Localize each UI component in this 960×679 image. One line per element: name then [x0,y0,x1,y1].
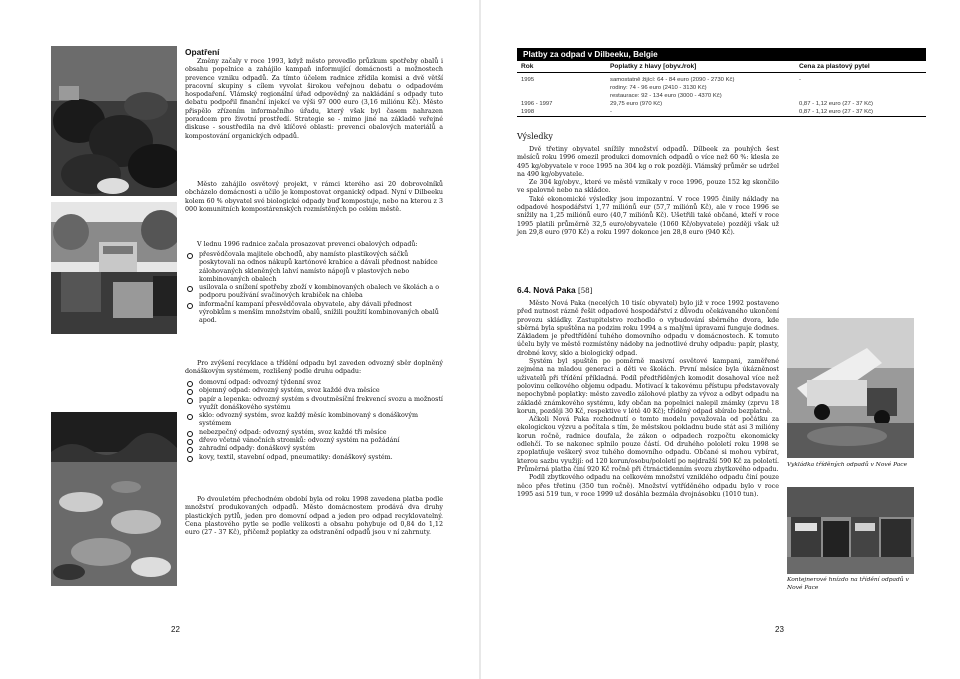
list-item: zahradní odpady: donáškový systém [185,445,443,453]
header-bag: Cena za plastový pytel [799,63,870,70]
table-row [517,108,926,117]
cell-fee: - [610,109,612,115]
list-item: sklo: odvozný systém, svoz každý měsíc kombinovaný s donáškovým systémem [185,412,443,429]
table-row [517,100,926,108]
nova-paka-paragraph: Město Nová Paka (necelých 10 tisíc obyvatel) bylo již v roce 1992 postaveno před nutnost rázně řešit odpadové hospodářství z důvodu očekávaného ukončení provozu skládky. Zastupitelstvo rozhodlo o vybudování sběrného dvora, kde sběrná byla spuštěna na podzim roku 1994 a s malými úpravami funguje dodnes. Základem je předtřídění tuhého domovního odpadu v domácnostech. K tomuto účelu byly ve městě rozmístěny nádoby na jednotlivé druhy odpadu: papír, plasty, drobné kovy, sklo a biologický odpad. [517,300,779,357]
cell-year: 1996 - 1997 [521,101,553,107]
prevention-intro-text: V lednu 1996 radnice začala prosazovat prevenci obalových odpadů: [197,241,418,248]
photo-trash-bags [51,46,177,196]
cell-bag: 0,87 - 1,12 euro (27 - 37 Kč) [799,109,874,115]
results-text [517,146,779,237]
list-item: kovy, textil, stavební odpad, pneumatiky: donáškový systém. [185,454,443,462]
photo-landfill [51,412,177,586]
list-item: přesvědčovala majitele obchodů, aby namísto plastikových sáčků poskytovali na odnos nákupů kartónové krabice a dávali přednost nabídce zálohovaných skleněných lahví namísto nápojů v plastových nebo kombinovaných obalech [185,251,443,284]
nova-paka-paragraph: Ačkoli Nová Paka rozhodnutí o tomto modelu považovala od počátku za ekologickou výzvu a počítala s tím, že městskou pokladnu bude stát asi 3 milióny korun ročně, radnice doufala, že zákon o odpadech rozpočtu ekonomicky odlehčí. To se nakonec splnilo pouze částí. Od druhého pololetí roku 1998 se zpoplatňuje veškerý svoz tuhého domovního odpadu. Občané si mohou vybírat, kterou sazbu využijí: od 120 korun/osobu/pololetí po nejdražší 590 Kč za pololetí. Průměrná platba činí 920 Kč ročně při čtrnáctidenním svozu zbytkového odpadu. [517,416,779,473]
results-paragraph: Dvě třetiny obyvatel snížily množství odpadů. Dílbeek za pouhých šest měsíců roku 1996 omezil produkci domovních odpadů o více než 60 %: klesla ze 495 kg/obyvatele v roce 1995 na 304 kg o rok později. Vlámský průměr se udržel na 490 kg/obyvatele. [517,146,779,178]
intro-paragraph [185,58,443,141]
page-number-right: 23 [775,625,784,634]
results-paragraph: Ze 304 kg/obyv., které ve městě vznikaly v roce 1996, pouze 152 kg skončilo ve spalovně nebo na skládce. [517,179,779,195]
nova-paka-title: 6.4. Nová Paka [517,285,576,295]
table-title: Platby za odpad v Dilbeeku, Belgie [517,48,926,61]
intro-text: Změny začaly v roce 1993, když město provedlo průzkum spotřeby obalů i obsahu popelnice a zahájilo kampaň informující domácnosti a možnostech prevence vzniku odpadů. Za tímto účelem radnice zřídila komisi a dvě větší pracovní skupiny s cílem vyvolat širokou veřejnou debatu o odpadovém hospodaření. Vlámský regionální úřad odpovědný za nakládání s odpady tuto debatu podpořil finanční injekcí ve výši 97 000 euro (3,16 miliónu Kč). Město přispělo zřízením informačního úřadu, který však byl časem nahrazen poradcem pro životní prostředí. Strategie se - mimo jiné na základě veřejné diskuse - soustředila na dvě klíčové oblasti: prevenci obalových materiálů a kompostování organických odpadů. [185,58,443,140]
caption-unloading: Vykládka tříděných odpadů v Nové Pace [787,462,908,468]
nova-paka-paragraph: Systém byl spuštěn po poměrně masivní osvětové kampani, zaměřené zejména na mladou generaci a děti ve školách. První měsíce byla úkázněnost uživatelů při třídění příkladná. Podíl předtříděných komodit dosahoval více než polovinu celkového objemu odpadu. Motivací k takovému přístupu představovaly nepochybně poplatky: město zavedlo zálohové platby za vývoz a odbyt odpadu na základě známkového systému, kdy občan na popelnici nalepil známky (zprvu 18 korun, později 30 Kč, respektive v létě 40 Kč); tříděný odpad sbíralo bezplatně. [517,358,779,415]
list-item: informační kampaní přesvědčovala obyvatele, aby dávali přednost výrobkům s menším množstvím obalů, snížili použití kombinovaných obalů apod. [185,301,443,326]
table-row [517,84,926,92]
table-row [517,76,926,84]
cell-year [517,84,610,92]
compost-text: Město zahájilo osvětový projekt, v rámci kterého asi 20 dobrovolníků obcházelo domácnosti a učilo je kompostovat organický odpad. Nyní v Dilbeeku kolem 60 % obyvatel své biologické odpady buď kompostuje, nebo na kterou z 3 000 komunitních kompostárenských rozmístěných po celém městě. [185,181,443,213]
photo-container-nest [787,487,914,574]
cell-fee: restaurace: 92 - 134 euro (3000 - 4370 Kč) [610,93,722,99]
cell-bag [799,92,926,100]
prevention-intro [185,241,443,249]
payment-paragraph [185,496,443,537]
cell-fee: rodiny: 74 - 96 euro (2410 - 3130 Kč) [610,85,707,91]
nova-paka-ref: [58] [578,287,593,295]
photo-containers [51,202,177,334]
collection-list [185,379,443,462]
results-paragraph: Také ekonomické výsledky jsou impozantní. V roce 1995 činily náklady na odpadové hospodářství 1,77 miliónů eur (57,7 miliónů Kč), ale v roce 1996 se snížily na 1,25 miliónů euro (40,7 miliónů Kč). Ušetřili také občané, kteří v roce 1995 platili průměrně 32,5 euro/obyvatele (1060 Kč/obyvatele) později však už jen 29,8 euro (970 Kč) a roku 1997 dokonce jen 28,8 euro (940 Kč). [517,195,779,236]
page-number-left: 22 [171,625,180,634]
list-item: objemný odpad: odvozný systém, svoz každé dva měsíce [185,387,443,395]
nova-paka-paragraph: Podíl zbytkového odpadu na celkovém množství vzniklého odpadu činí pouze něco přes třetinu (350 tun ročně). Množství vytříděného odpadu bylo v roce 1995 asi 519 tun, v roce 1999 už dosáhla bezmála dvojnásobku (1010 tun). [517,474,779,498]
list-item: nebezpečný odpad: odvozný systém, svoz každé tři měsíce [185,429,443,437]
collection-intro-text: Pro zvýšení recyklace a třídění odpadu byl zaveden odvozný sběr doplněný donáškovým systémem, rozlišený podle druhu odpadu: [185,360,443,376]
list-item: usilovala o snížení spotřeby zboží v kombinovaných obalech ve školách a o podporu používání svačinových krabiček na chleba [185,284,443,301]
caption-container-nest: Kontejnerové hnízdo na třídění odpadů v Nové Pace [787,577,909,591]
header-year: Rok [521,63,534,70]
right-page [481,0,960,679]
header-fee: Poplatky z hlavy [obyv./rok] [610,63,697,70]
list-item: papír a lepenka: odvozný systém s dvoutměsíční frekvencí svozu a možností využít donáškového systému [185,396,443,413]
list-item: domovní odpad: odvozný týdenní svoz [185,379,443,387]
payment-text: Po dvouletém přechodném období byla od roku 1998 zavedena platba podle množství produkovaných odpadů. Město domácnostem prodává dva druhy plastických pytlů, jeden pro domovní odpad a jeden pro odpad recyklovatelný. Cena plastového pytle se podle velikosti a obsahu pohybuje od 0,84 do 1,12 euro (27 - 37 Kč), přičemž poplatky za odstranění odpadů jsou v ní zahrnuty. [185,496,443,537]
fees-table [517,48,926,117]
cell-fee: 29,75 euro (970 Kč) [610,101,663,107]
compost-paragraph [185,181,443,214]
list-item: dřevo včetně vánočních stromků: odvozný systém na požádání [185,437,443,445]
cell-year: 1998 [521,109,535,115]
collection-intro [185,360,443,377]
cell-year: 1995 [521,77,535,83]
nova-paka-heading [517,285,592,295]
cell-bag: - [799,77,801,83]
results-heading: Výsledky [517,132,553,141]
cell-year [517,92,610,100]
table-row [517,92,926,100]
cell-bag [799,84,926,92]
photo-unloading-truck [787,318,914,458]
left-page [0,0,479,679]
cell-fee: samostatně žijící: 64 - 84 euro (2090 - 2730 Kč) [610,77,735,83]
table-header [517,61,926,73]
prevention-list [185,251,443,326]
cell-bag: 0,87 - 1,12 euro (27 - 37 Kč) [799,101,874,107]
nova-paka-text [517,300,779,499]
section-heading: Opatření [185,47,220,57]
